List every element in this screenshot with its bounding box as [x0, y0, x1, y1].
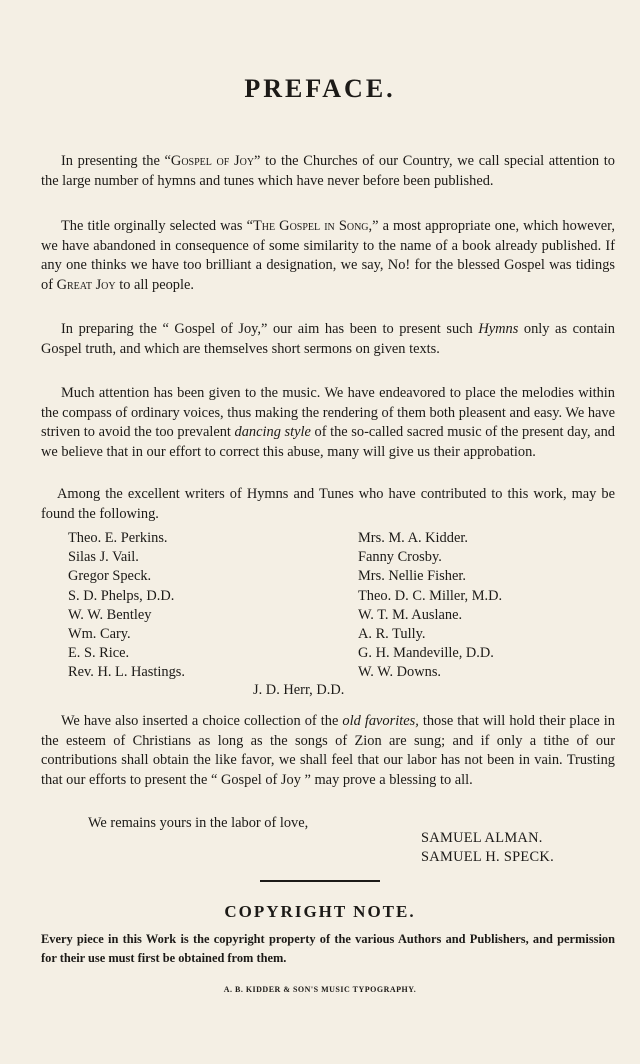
contributor-name: Fanny Crosby.: [358, 549, 442, 566]
contributor-name: E. S. Rice.: [68, 645, 130, 662]
typography-credit: A. B. KIDDER & SON'S MUSIC TYPOGRAPHY.: [223, 985, 417, 994]
signature-alman: SAMUEL ALMAN.: [421, 830, 543, 846]
paragraph-title: The title orginally selected was “The Gospel in Song,” a most appropriate one, which however, we have abandoned in consequence of some similarity to the name of a book already published. If any one thinks we have too brilliant a designation, we say, No! for the blessed Gospel was tidings of Great Joy to all people.: [41, 218, 615, 293]
copyright-title: COPYRIGHT NOTE.: [224, 902, 416, 921]
contributor-name: S. D. Phelps, D.D.: [68, 587, 175, 604]
contributor-name: Silas J. Vail.: [68, 549, 139, 566]
contributor-name: Theo. E. Perkins.: [68, 530, 168, 546]
signature-speck: SAMUEL H. SPECK.: [421, 849, 555, 865]
contributor-name: Mrs. M. A. Kidder.: [358, 530, 468, 546]
contributor-name: Rev. H. L. Hastings.: [68, 664, 185, 681]
contributor-name: Theo. D. C. Miller, M.D.: [358, 587, 503, 604]
contributor-name: A. R. Tully.: [358, 626, 426, 643]
copyright-text: Every piece in this Work is the copyright property of the various Authors and Publishers, and permission for their use must first be obtained from them.: [41, 932, 615, 965]
contributors-right-column: [358, 529, 502, 683]
closing-line: We remains yours in the labor of love,: [88, 815, 309, 831]
contributor-name: Mrs. Nellie Fisher.: [358, 568, 466, 585]
paragraph-music: Much attention has been given to the music. We have endeavored to place the melodies within the compass of ordinary voices, thus making the rendering of them both pleasent and easy. We have striven to avoid the too prevalent dancing style of the so-called sacred music of the present day, and we believe that in our effort to correct this abuse, many will give us their approbation.: [41, 385, 615, 460]
section-divider: [260, 880, 380, 882]
contributor-name: Wm. Cary.: [68, 626, 131, 643]
paragraph-intro: In presenting the “Gospel of Joy” to the Churches of our Country, we call special attention to the large number of hymns and tunes which have never before been published.: [41, 153, 615, 189]
contributors-left-column: [68, 529, 185, 683]
contributor-name: W. W. Bentley: [68, 606, 152, 623]
paragraph-writers: Among the excellent writers of Hymns and Tunes who have contributed to this work, may be found the following.: [41, 486, 615, 522]
contributor-name-last: J. D. Herr, D.D.: [253, 682, 345, 698]
contributor-name: G. H. Mandeville, D.D.: [358, 645, 494, 662]
contributor-name: Gregor Speck.: [68, 568, 152, 585]
paragraph-hymns: In preparing the “ Gospel of Joy,” our aim has been to present such Hymns only as contain Gospel truth, and which are themselves short sermons on given texts.: [41, 321, 615, 357]
contributor-name: W. T. M. Auslane.: [358, 606, 463, 623]
paragraph-favorites: We have also inserted a choice collection of the old favorites, those that will hold their place in the esteem of Christians as long as the songs of Zion are sung; and if only a tithe of our contributions shall obtain the like favor, we shall feel that our labor has not been in vain. Trusting that our efforts to present the “ Gospel of Joy ” may prove a blessing to all.: [41, 713, 616, 788]
page-title: PREFACE.: [244, 74, 396, 103]
contributor-name: W. W. Downs.: [358, 664, 442, 681]
